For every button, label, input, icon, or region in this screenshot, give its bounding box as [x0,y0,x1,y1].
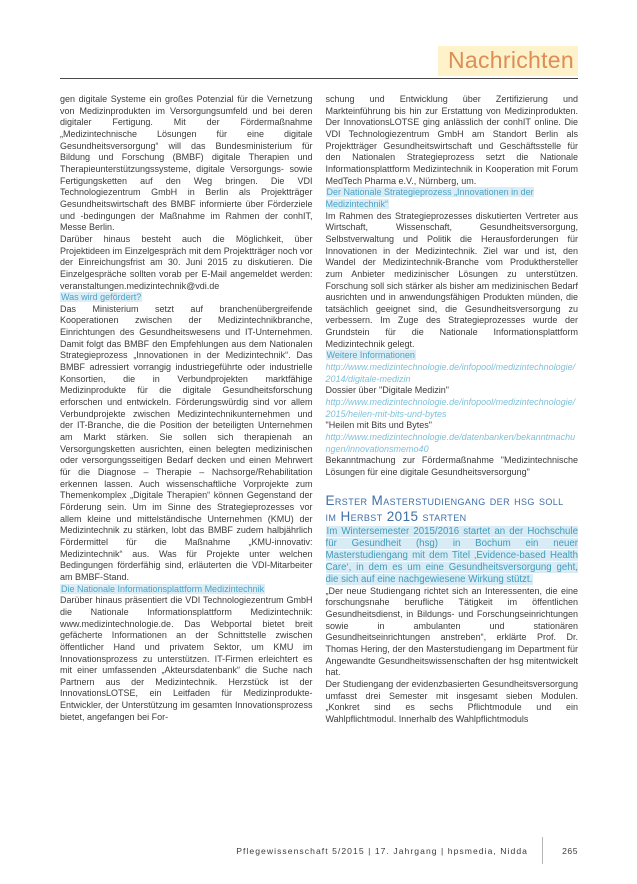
text-columns [60,94,578,726]
page-title: Nachrichten [438,46,578,76]
link-heilen-caption: "Heilen mit Bits und Bytes" [325,420,432,431]
paragraph-intro: gen digitale Systeme ein großes Potenzial für die Vernetzung von Medizinprodukten im Versorgungsumfeld und bei deren digitaler Fertigung. Mit der Fördermaßnahme „Medizintechnische Lösungen für eine digitale Gesundheitsversorgung“ will das Bundesministerium für Bildung und Forschung (BMBF) digitale Therapien und Therapieunterstützungssysteme, digitale Versorgungs- sowie Fertigungsketten auf den Weg bringen. Die VDI Technologiezentrum GmbH in Berlin als Projektträger Gesundheitswirtschaft des BMBF informierte über Förderziele und -bedingungen der Maßnahme im Rahmen der conhIT, Messe Berlin. [60,94,313,233]
paragraph-continuation: schung und Entwicklung über Zertifizierung und Markteinführung bis hin zur Erstattung von Medizinprodukten. Der InnovationsLOTSE ging anlässlich der conhIT online. Die VDI Technologiezentrum GmbH am Standort Berlin als Projektträger Gesundheitswirtschaft und Geschäftsstelle für den Nationalen Strategieprozess setzt die Nationale Informationsplattform Medizintechnik in Kooperation mit Forum MedTech Pharma e.V., Nürnberg, um. [325,94,578,186]
page-number: 265 [562,845,578,856]
subheading-info-label: Weitere Informationen [326,350,415,361]
subheading-platform-label: Die Nationale Informationsplattform Medizintechnik [61,583,265,594]
paragraph-platform: Darüber hinaus präsentiert die VDI Technologiezentrum GmbH die Nationale Informationsplattform Medizintechnik: www.medizintechnologie.de. Das Webportal bietet breit gefächerte Informationen an der Schnittstelle zwischen öffentlicher Hand und privatem Sektor, um KMU im Innovationsprozess zu unterstützen. IT-Firmen erleichtert es mit einer umfassenden „Akteursdatenbank“ die Suche nach Partnern aus der Medizintechnik. Herzstück ist der InnovationsLOTSE, ein Leitfaden für Medizinprodukte-Entwickler, der Unterstützung im gesamten Innovationsprozess bietet, angefangen bei For- [60,595,313,722]
link-dossier[interactable]: http://www.medizintechnologie.de/infopool/medizintechnologie/2014/digitale-medizin [325,362,576,384]
section-header [60,46,578,76]
link-dossier-caption: Dossier über "Digitale Medizin" [325,385,449,396]
link-bekanntmachung-caption: Bekanntmachung zur Fördermaßnahme "Medizintechnische Lösungen für eine digitale Gesundheitsversorgung" [325,455,578,477]
subheading-info [326,350,579,362]
left-column [60,94,313,726]
paragraph-quote: „Der neue Studiengang richtet sich an Interessenten, die eine forschungsnahe berufliche Tätigkeit im öffentlichen Gesundheitsdienst, in Bildungs- und Forschungseinrichtungen sowie in ambulanten und stationären Gesundheitseinrichtungen anstreben“, erklärte Prof. Dr. Thomas Hering, der den Masterstudiengang im Department für Angewandte Gesundheitswissenschaften der hsg mitentwickelt hat. [325,585,578,678]
subheading-platform [60,584,313,596]
link-heilen[interactable]: http://www.medizintechnologie.de/infopool/medizintechnologie/2015/heilen-mit-bits-und-bytes [325,397,576,419]
journal-info: Pflegewissenschaft 5/2015 | 17. Jahrgang | hpsmedia, Nidda [236,845,528,856]
subheading-strategy [326,187,579,210]
page-footer [60,837,578,864]
article-title: Erster Masterstudiengang der hsg soll im Herbst 2015 starten [325,492,564,525]
paragraph-meeting: Darüber hinaus besteht auch die Möglichkeit, über Projektideen im Einzelgespräch mit dem Projektträger noch vor der Einreichungsfrist am 30. Juni 2015 zu diskutieren. Die Einzelgespräche sollten vorab per E-Mail angemeldet werden: veranstaltungen.medizintechnik@vdi.de [60,233,313,291]
paragraph-strategy: Im Rahmen des Strategieprozesses diskutierten Vertreter aus Wirtschaft, Wissenschaft, Gesundheitsversorgung, Selbstverwaltung und Politik die Herausforderungen für Innovationen in der Medizintechnik. Ziel war und ist, den Wandel der Medizintechnik-Branche vom Produkthersteller zum Anbieter medizinischer Lösungen zu unterstützen. Forschung soll sich stärker als bisher am medizinischen Bedarf ausrichten und in anwendungsfähigen Produkten münden, die tatsächlich geeignet sind, die Gesundheitsversorgung zu verbessern. Im Zuge des Strategieprozesses wurde der Grundstein für die Nationale Informationsplattform Medizintechnik gelegt. [325,210,578,349]
article-lead-text: Im Wintersemester 2015/2016 startet an der Hochschule für Gesundheit (hsg) in Bochum ein neuer Masterstudiengang mit dem Titel ‚Evidence-based Health Care‘, in dem es um eine Gesundheitsversorgung geht, die sich auf eine nachgewiesene Wirkung stützt. [325,525,578,585]
paragraph-modules: Der Studiengang der evidenzbasierten Gesundheitsversorgung umfasst drei Semester mit insgesamt sieben Modulen. „Konkret sind es sechs Pflichtmodule und ein Wahlpflichtmodul. Innerhalb des Wahlpflichtmoduls [325,678,578,724]
subheading-funding [60,292,313,304]
header-divider [60,78,578,79]
right-column [326,94,579,726]
paragraph-funding: Das Ministerium setzt auf branchenübergreifende Kooperationen zwischen der Medizintechnikbranche, Einrichtungen des Gesundheitswesens und IT-Unternehmen. Damit folgt das BMBF den Empfehlungen aus dem Nationalen Strategieprozess „Innovationen in der Medizintechnik“. Das BMBF adressiert vorrangig industriegeführte oder industrielle Konsortien, die in Verbundprojekten marktfähige Medizinprodukte für die digitale Gesundheitsforschung erforschen und entwickeln. Förderungswürdig sind vor allem Verbundprojekte zwischen Medizintechnikunternehmen und der IT-Branche, die die Position der beteiligten Unternehmen am Markt stärken. Sie sollen sich therapienah an Versorgungsketten ausrichten, einen belegten medizinischen oder versorgungsseitigen Bedarf decken und einen Mehrwert für die Diagnose – Therapie – Nachsorge/Rehabilitation erkennen lassen. Auch wissenschaftliche Vorprojekte zum Themenkomplex „Digitale Therapien“ können Gegenstand der Förderung sein. Um im Sinne des Strategieprozesses vor allem kleine und mittelständische Unternehmen (KMU) der Medizintechnik zu stärken, lobt das BMBF zudem halbjährlich Fördermittel für die Maßnahme „KMU-innovativ: Medizintechnik“ aus. Was für Projekte unter welchen Bedingungen förderfähig sind, erläuterten die VDI-Mitarbeiter am BMBF-Stand. [60,303,313,582]
article-lead [326,526,579,586]
footer-divider [542,837,543,864]
link-bekanntmachung[interactable]: http://www.medizintechnologie.de/datenbanken/bekanntmachungen/innovationsmemo40 [325,432,576,454]
subheading-strategy-label: Der Nationale Strategieprozess „Innovationen in der Medizintechnik“ [325,187,534,209]
subheading-funding-label: Was wird gefördert? [61,292,142,303]
